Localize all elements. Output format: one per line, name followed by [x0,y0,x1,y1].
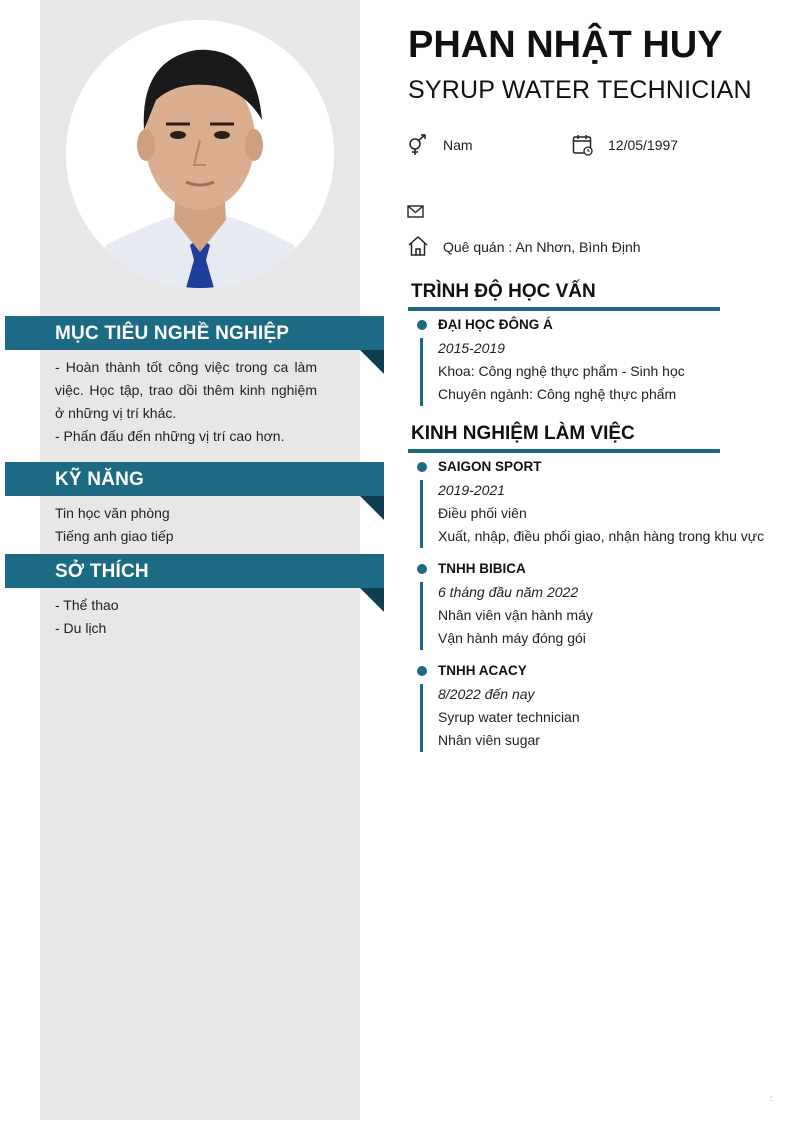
timeline-dot [417,666,427,676]
timeline-line [420,582,423,650]
skills-list [55,502,317,548]
hobbies-fold [360,588,384,612]
skills-fold [360,496,384,520]
objective-paragraph: - Phấn đấu đến những vị trí cao hơn. [55,428,285,444]
timeline-line [420,338,423,406]
timeline-dot [417,320,427,330]
hobbies-title: SỞ THÍCH [55,561,149,582]
education-title: TRÌNH ĐỘ HỌC VẤN [411,281,596,302]
experience-rule [408,449,720,453]
education-major: Chuyên ngành: Công nghệ thực phẩm [438,386,677,402]
objective-title: MỤC TIÊU NGHỀ NGHIỆP [55,323,290,344]
timeline-line [420,480,423,548]
home-icon [407,235,429,257]
job-period: 8/2022 đến nay [438,686,535,702]
education-period: 2015-2019 [438,340,505,356]
gender-value: Nam [443,137,473,153]
hobbies-list [55,594,317,640]
timeline-line [420,684,423,752]
skill-item: Tiếng anh giao tiếp [55,528,174,544]
education-faculty: Khoa: Công nghệ thực phẩm - Sinh học [438,363,685,379]
objective-fold [360,350,384,374]
experience-title: KINH NGHIỆM LÀM VIỆC [411,423,635,444]
company-name: TNHH BIBICA [438,561,526,576]
company-name: SAIGON SPORT [438,459,542,474]
hometown-value: Quê quán : An Nhơn, Bình Định [443,239,641,255]
portrait-image [66,20,334,288]
candidate-name: PHAN NHẬT HUY [408,24,723,66]
timeline-dot [417,462,427,472]
objective-header [5,316,384,350]
job-period: 2019-2021 [438,482,505,498]
job-role: Nhân viên vận hành máy [438,607,593,623]
job-title: SYRUP WATER TECHNICIAN [408,76,752,104]
school-name: ĐẠI HỌC ĐÔNG Á [438,317,553,332]
hobby-item: - Du lịch [55,620,107,636]
mail-icon [407,203,425,221]
page-mark: : [770,1094,773,1103]
company-name: TNHH ACACY [438,663,527,678]
job-description: Nhân viên sugar [438,732,540,748]
skills-title: KỸ NĂNG [55,469,145,490]
hobby-item: - Thể thao [55,597,119,613]
education-rule [408,307,720,311]
gender-icon [407,134,429,156]
calendar-icon [572,134,594,156]
job-role: Syrup water technician [438,709,580,725]
job-period: 6 tháng đầu năm 2022 [438,584,579,600]
job-description: Vận hành máy đóng gói [438,630,586,646]
job-description: Xuất, nhập, điều phối giao, nhận hàng trong khu vực [438,528,765,544]
objective-paragraph: - Hoàn thành tốt công việc trong ca làm việc. Học tập, trao dồi thêm kinh nghiệm ở những vị trí khác. [55,359,317,421]
profile-photo [66,20,334,288]
skills-header [5,462,384,496]
skill-item: Tin học văn phòng [55,505,170,521]
job-role: Điều phối viên [438,505,527,521]
birthdate-value: 12/05/1997 [608,137,679,153]
timeline-dot [417,564,427,574]
hobbies-header [5,554,384,588]
objective-text [55,356,317,448]
